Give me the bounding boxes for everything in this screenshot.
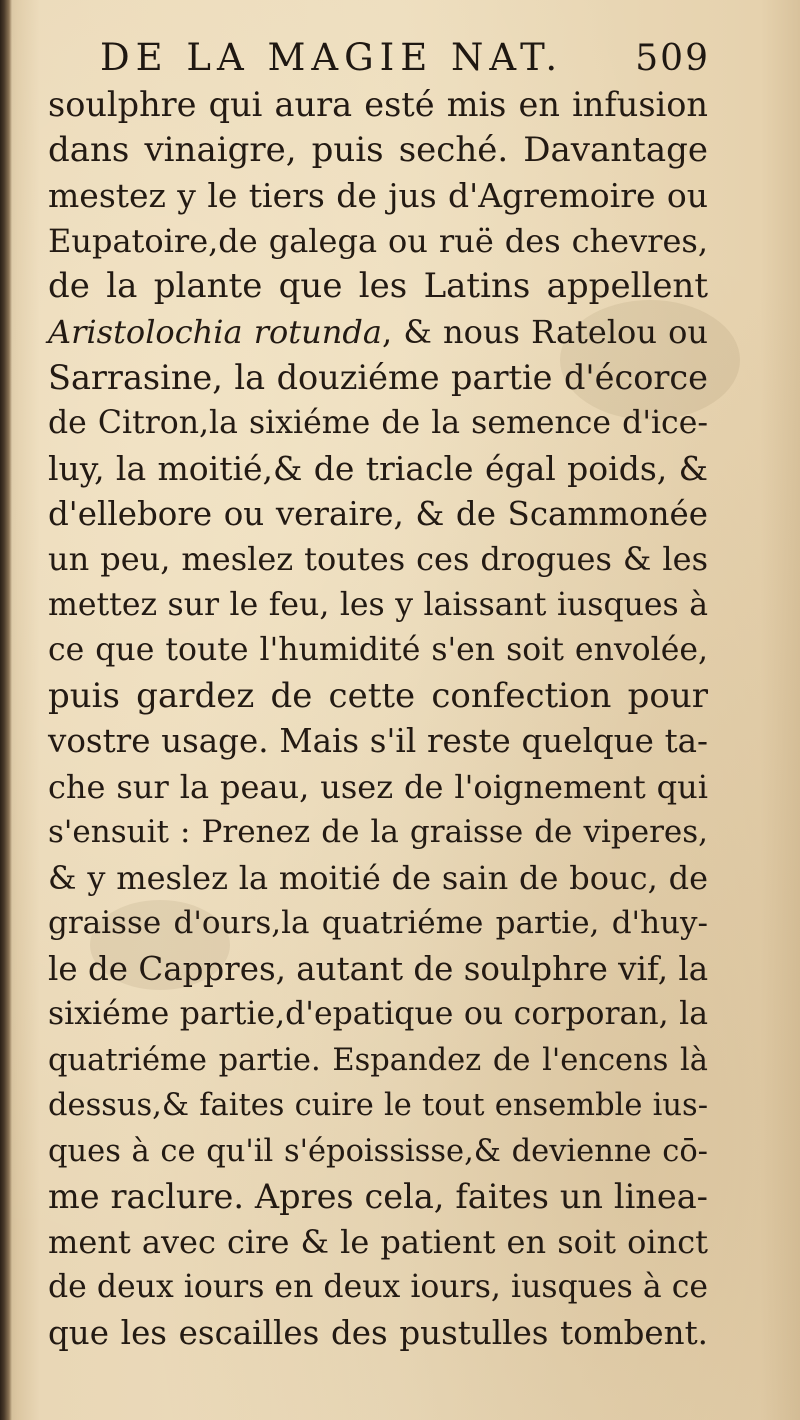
text-line: mestez y le tiers de jus d'Agremoire ou (48, 176, 708, 215)
text-line: puis gardez de cette confection pour (48, 675, 708, 716)
page-number: 509 (635, 38, 710, 79)
text-line: ce que toute l'humidité s'en soit envolée, (48, 632, 708, 668)
text-line: sixiéme partie,d'epatique ou corporan, la (48, 996, 708, 1032)
text-line: de la plante que les Latins appellent (48, 266, 708, 306)
latin-plant-name: Aristolochia rotunda (48, 312, 382, 351)
text-line: Sarrasine, la douziéme partie d'écorce (48, 358, 708, 397)
text-line: dessus,& faites cuire le tout ensemble ius- (48, 1088, 708, 1123)
binding-gutter (0, 0, 12, 1420)
text-line: luy, la moitié,& de triacle égal poids, & (48, 449, 708, 488)
text-line: d'ellebore ou veraire, & de Scammonée (48, 494, 708, 533)
text-line: que les escailles des pustulles tombent. (48, 1313, 708, 1352)
text-line: quatriéme partie. Espandez de l'encens là (48, 1042, 708, 1078)
text-line: dans vinaigre, puis seché. Davantage (48, 129, 708, 170)
text-line: me raclure. Apres cela, faites un linea- (48, 1177, 708, 1216)
body-text (48, 82, 708, 1356)
running-head-title: DE LA MAGIE NAT. (100, 36, 564, 79)
text-line: graisse d'ours,la quatriéme partie, d'huy- (48, 905, 708, 941)
text-line: de Citron,la sixiéme de la semence d'ice- (48, 404, 708, 441)
text-line: & y meslez la moitié de sain de bouc, de (48, 858, 708, 897)
text-line: le de Cappres, autant de soulphre vif, la (48, 949, 709, 988)
text-line: s'ensuit : Prenez de la graisse de viperes, (48, 814, 708, 850)
text-line: un peu, meslez toutes ces drogues & les (48, 540, 708, 578)
running-head (60, 30, 710, 90)
text-line: Aristolochia rotunda, & nous Ratelou ou (48, 312, 708, 351)
text-line: che sur la peau, usez de l'oignement qui (48, 767, 708, 806)
text-line: soulphre qui aura esté mis en infusion (48, 85, 708, 124)
text-line: vostre usage. Mais s'il reste quelque ta- (48, 722, 708, 760)
text-line: ment avec cire & le patient en soit oinct (48, 1222, 708, 1261)
text-line: ques à ce qu'il s'époississe,& devienne cō- (48, 1133, 708, 1169)
text-line: Eupatoire,de galega ou ruë des chevres, (48, 221, 708, 260)
text-line: mettez sur le feu, les y laissant iusques à (48, 586, 708, 623)
text-line: de deux iours en deux iours, iusques à ce (48, 1269, 708, 1305)
